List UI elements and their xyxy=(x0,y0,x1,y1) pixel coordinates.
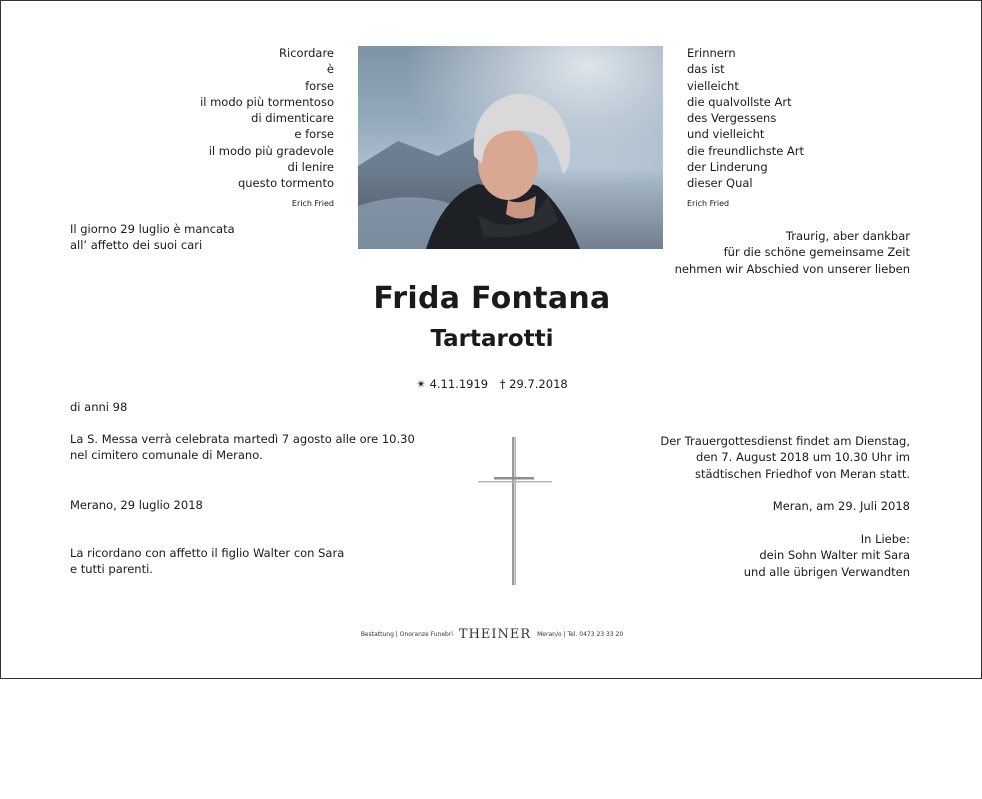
intro-german: Traurig, aber dankbar für die schöne gemeinsame Zeit nehmen wir Abschied von unserer lieben xyxy=(674,229,910,276)
intro-italian: Il giorno 29 luglio è mancata all’ affetto dei suoi cari xyxy=(70,222,235,253)
footer-left-text: Bestattung | Onoranze Funebri xyxy=(360,631,453,638)
poem-italian-author: Erich Fried xyxy=(291,199,334,208)
funeral-home-logo: THEINER xyxy=(458,627,532,642)
life-dates xyxy=(1,377,982,391)
poem-german-author: Erich Fried xyxy=(687,199,730,208)
mass-italian: La S. Messa verrà celebrata martedì 7 agosto alle ore 10.30 nel cimitero comunale di Merano. xyxy=(70,432,415,463)
poem-italian: Ricordare è forse il modo più tormentoso di dimenticare e forse il modo più gradevole di lenire questo tormento xyxy=(200,46,334,191)
deceased-surname: Tartarotti xyxy=(430,326,554,352)
portrait-image xyxy=(358,46,663,249)
age-italian: di anni 98 xyxy=(70,400,128,414)
cross-icon xyxy=(478,437,552,585)
place-date-german: Meran, am 29. Juli 2018 xyxy=(772,499,910,513)
portrait-photo xyxy=(358,46,663,249)
funeral-home-footer xyxy=(1,627,982,642)
remember-italian: La ricordano con affetto il figlio Walter con Sara e tutti parenti. xyxy=(70,546,345,577)
birth-date: ✴ 4.11.1919 xyxy=(416,377,489,391)
place-date-italian: Merano, 29 luglio 2018 xyxy=(70,498,203,512)
death-date: † 29.7.2018 xyxy=(499,377,568,391)
footer-right-text: Meran/o | Tel. 0473 23 33 20 xyxy=(537,631,624,638)
love-german: In Liebe: dein Sohn Walter mit Sara und alle übrigen Verwandten xyxy=(743,532,910,579)
poem-german: Erinnern das ist vielleicht die qualvollste Art des Vergessens und vielleicht die freundlichste Art der Linderung dieser Qual xyxy=(687,46,805,191)
deceased-name: Frida Fontana xyxy=(373,281,611,316)
mass-german: Der Trauergottesdienst findet am Dienstag, den 7. August 2018 um 10.30 Uhr im städtischen Friedhof von Meran statt. xyxy=(660,434,910,481)
